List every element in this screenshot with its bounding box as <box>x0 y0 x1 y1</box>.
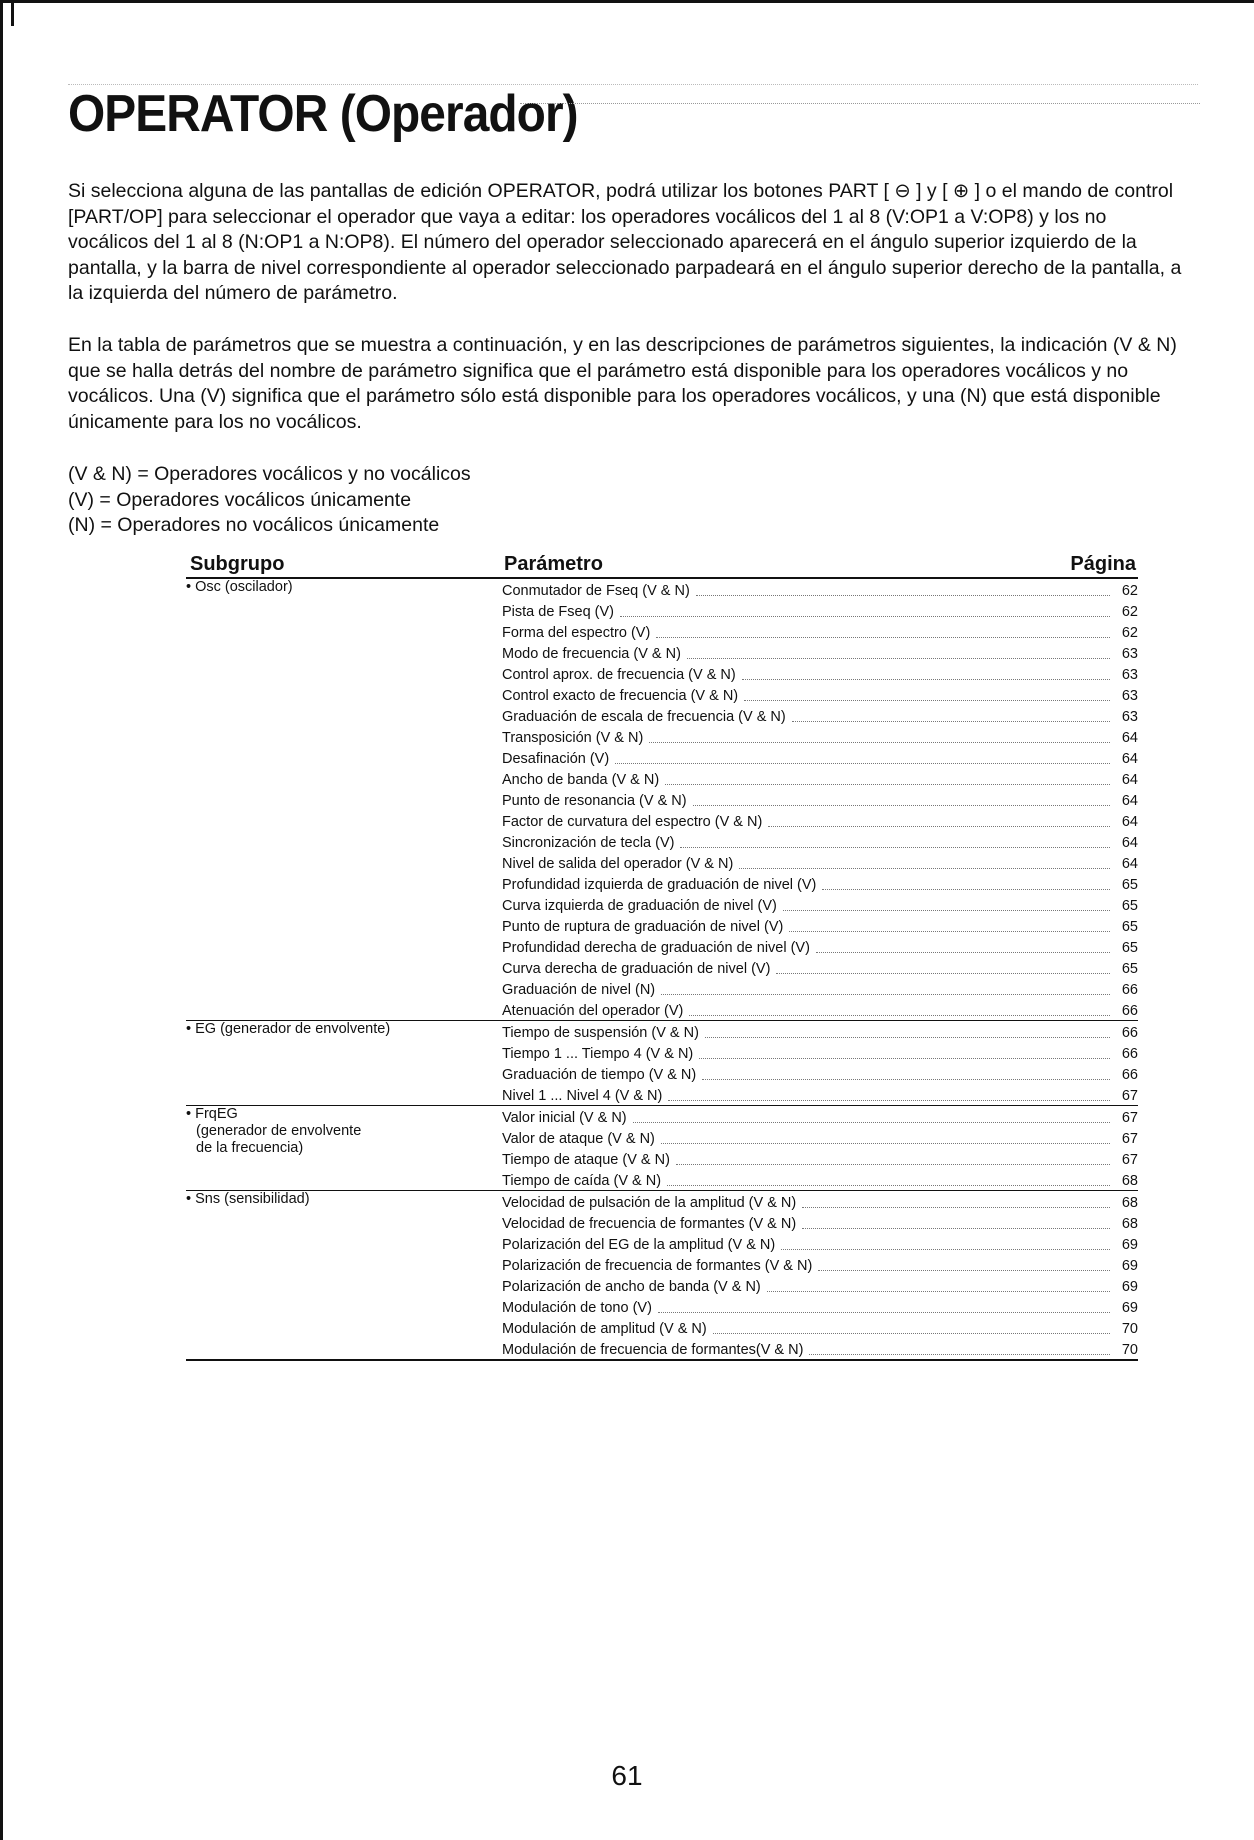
page-ref: 68 <box>1121 1195 1138 1211</box>
table-row <box>502 684 1138 705</box>
page-ref: 68 <box>1121 1216 1138 1232</box>
dot-leader <box>615 763 1110 764</box>
page-ref: 65 <box>1121 919 1138 935</box>
dot-leader <box>687 658 1110 659</box>
table-row <box>502 1275 1138 1296</box>
parameter-name: Tiempo de suspensión (V & N) <box>502 1025 699 1041</box>
page-ref: 67 <box>1121 1131 1138 1147</box>
table-row <box>502 1254 1138 1275</box>
table-group <box>186 1191 1138 1361</box>
top-border-rule <box>0 0 1254 3</box>
table-row <box>502 936 1138 957</box>
parameter-name: Desafinación (V) <box>502 751 610 767</box>
dot-leader <box>680 847 1110 848</box>
dot-leader <box>656 637 1110 638</box>
dot-leader <box>665 784 1110 785</box>
page-ref: 66 <box>1121 1046 1138 1062</box>
page-ref: 70 <box>1121 1342 1138 1358</box>
table-row <box>502 1021 1138 1042</box>
page-ref: 69 <box>1121 1237 1138 1253</box>
page-ref: 63 <box>1121 667 1138 683</box>
page-ref: 65 <box>1121 877 1138 893</box>
page-ref: 66 <box>1121 1067 1138 1083</box>
dot-leader <box>620 616 1110 617</box>
parameter-name: Forma del espectro (V) <box>502 625 651 641</box>
subgroup-label-line: de la frecuencia) <box>196 1140 304 1156</box>
table-group <box>186 579 1138 1021</box>
parameter-name: Curva derecha de graduación de nivel (V) <box>502 961 771 977</box>
parameter-name: Factor de curvatura del espectro (V & N) <box>502 814 763 830</box>
page-ref: 64 <box>1121 835 1138 851</box>
table-row <box>502 1063 1138 1084</box>
page-ref: 64 <box>1121 793 1138 809</box>
table-row <box>502 873 1138 894</box>
dot-leader <box>822 889 1110 890</box>
page-ref: 62 <box>1121 604 1138 620</box>
page-ref: 64 <box>1121 730 1138 746</box>
table-row <box>502 789 1138 810</box>
table-row <box>502 1148 1138 1169</box>
parameter-name: Tiempo 1 ... Tiempo 4 (V & N) <box>502 1046 694 1062</box>
table-row <box>502 663 1138 684</box>
parameter-name: Modulación de amplitud (V & N) <box>502 1321 707 1337</box>
dot-leader <box>702 1079 1110 1080</box>
table-group <box>186 1021 1138 1106</box>
page-ref: 63 <box>1121 709 1138 725</box>
parameter-name: Nivel 1 ... Nivel 4 (V & N) <box>502 1088 663 1104</box>
dot-leader <box>781 1249 1110 1250</box>
dot-leader <box>792 721 1110 722</box>
dot-leader <box>661 1143 1110 1144</box>
page-ref: 69 <box>1121 1279 1138 1295</box>
page-ref: 66 <box>1121 982 1138 998</box>
subgroup-label-line: • Sns (sensibilidad) <box>186 1191 310 1207</box>
parameter-name: Graduación de nivel (N) <box>502 982 656 998</box>
parameter-name: Control aprox. de frecuencia (V & N) <box>502 667 736 683</box>
dot-leader <box>667 1185 1110 1186</box>
dot-leader <box>668 1100 1110 1101</box>
table-row <box>502 978 1138 999</box>
notation-paragraph: En la tabla de parámetros que se muestra a continuación, y en las descripciones de parámetros siguientes, la indicación (V & N) que se halla detrás del nombre de parámetro significa que el parámetro está disponible para los operadores vocálicos y no vocálicos. Una (V) significa que el parámetro sólo está disponible para los operadores vocálicos, y una (N) que está disponible únicamente para los no vocálicos. <box>68 334 1177 433</box>
parameter-name: Punto de resonancia (V & N) <box>502 793 687 809</box>
page-ref: 67 <box>1121 1088 1138 1104</box>
page-ref: 65 <box>1121 940 1138 956</box>
parameter-name: Polarización del EG de la amplitud (V & N) <box>502 1237 776 1253</box>
table-row <box>502 1317 1138 1338</box>
dot-leader <box>742 679 1110 680</box>
table-row <box>502 726 1138 747</box>
subgroup-label-line: • FrqEG <box>186 1106 238 1122</box>
parameter-name: Profundidad izquierda de graduación de nivel (V) <box>502 877 817 893</box>
title-dotted-rule <box>520 103 1200 104</box>
dot-leader <box>713 1333 1110 1334</box>
dot-leader <box>689 1015 1110 1016</box>
page-ref: 68 <box>1121 1173 1138 1189</box>
table-row <box>502 747 1138 768</box>
legend-item: (V) = Operadores vocálicos únicamente <box>68 488 412 511</box>
parameter-name: Graduación de tiempo (V & N) <box>502 1067 697 1083</box>
table-row <box>502 600 1138 621</box>
parameter-name: Polarización de ancho de banda (V & N) <box>502 1279 761 1295</box>
page-ref: 65 <box>1121 898 1138 914</box>
header-subgroup: Subgrupo <box>190 553 285 575</box>
page-ref: 62 <box>1121 583 1138 599</box>
page-ref: 66 <box>1121 1025 1138 1041</box>
table-row <box>502 1233 1138 1254</box>
parameter-name: Ancho de banda (V & N) <box>502 772 660 788</box>
table-row <box>502 957 1138 978</box>
dot-leader <box>802 1228 1110 1229</box>
parameter-name: Pista de Fseq (V) <box>502 604 615 620</box>
dot-leader <box>789 931 1110 932</box>
subgroup-label-line: • EG (generador de envolvente) <box>186 1021 391 1037</box>
parameter-name: Modo de frecuencia (V & N) <box>502 646 681 662</box>
parameter-name: Curva izquierda de graduación de nivel (V) <box>502 898 777 914</box>
header-page: Página <box>1070 553 1136 575</box>
table-row <box>502 579 1138 600</box>
table-header <box>186 551 1138 579</box>
table-row <box>502 1191 1138 1212</box>
page-ref: 69 <box>1121 1258 1138 1274</box>
parameter-name: Tiempo de ataque (V & N) <box>502 1152 670 1168</box>
dot-leader <box>744 700 1110 701</box>
table-row <box>502 1084 1138 1105</box>
page-ref: 70 <box>1121 1321 1138 1337</box>
table-row <box>502 1169 1138 1190</box>
table-row <box>502 810 1138 831</box>
parameter-name: Modulación de frecuencia de formantes(V & N) <box>502 1342 804 1358</box>
dot-leader <box>816 952 1110 953</box>
dot-leader <box>783 910 1110 911</box>
parameter-name: Polarización de frecuencia de formantes (V & N) <box>502 1258 813 1274</box>
page-ref: 69 <box>1121 1300 1138 1316</box>
page-ref: 67 <box>1121 1110 1138 1126</box>
page-ref: 67 <box>1121 1152 1138 1168</box>
table-row <box>502 1042 1138 1063</box>
intro-paragraph: Si selecciona alguna de las pantallas de edición OPERATOR, podrá utilizar los botones PART [ ⊖ ] y [ ⊕ ] o el mando de control [PART/OP] para seleccionar el operador que vaya a editar: los operadores vocálicos del 1 al 8 (V:OP1 a V:OP8) y los no vocálicos del 1 al 8 (N:OP1 a N:OP8). El número del operador seleccionado aparecerá en el ángulo superior izquierdo de la pantalla, y la barra de nivel correspondiente al operador seleccionado parpadeará en el ángulo superior derecho de la pantalla, a la izquierda del número de parámetro. <box>68 180 1182 304</box>
header-parameter: Parámetro <box>504 553 603 575</box>
page-ref: 62 <box>1121 625 1138 641</box>
dot-leader <box>809 1354 1110 1355</box>
parameter-name: Profundidad derecha de graduación de nivel (V) <box>502 940 810 956</box>
parameter-name: Velocidad de pulsación de la amplitud (V & N) <box>502 1195 797 1211</box>
page-ref: 64 <box>1121 856 1138 872</box>
page-ref: 63 <box>1121 688 1138 704</box>
left-border-rule <box>0 0 3 1840</box>
parameter-name: Conmutador de Fseq (V & N) <box>502 583 690 599</box>
dot-leader <box>802 1207 1110 1208</box>
dot-leader <box>776 973 1110 974</box>
parameter-name: Transposición (V & N) <box>502 730 644 746</box>
table-row <box>502 831 1138 852</box>
dot-leader <box>696 595 1110 596</box>
table-body <box>186 579 1138 1361</box>
table-row <box>502 1296 1138 1317</box>
table-row <box>502 1212 1138 1233</box>
parameter-name: Sincronización de tecla (V) <box>502 835 675 851</box>
table-group <box>186 1106 1138 1191</box>
parameter-name: Tiempo de caída (V & N) <box>502 1173 662 1189</box>
legend-item: (N) = Operadores no vocálicos únicamente <box>68 514 440 536</box>
table-row <box>502 768 1138 789</box>
dot-leader <box>676 1164 1110 1165</box>
table-row <box>502 915 1138 936</box>
legend-item: (V & N) = Operadores vocálicos y no vocálicos <box>68 463 471 485</box>
table-row <box>502 1127 1138 1148</box>
page-ref: 64 <box>1121 772 1138 788</box>
subgroup-label <box>186 1191 486 1208</box>
parameter-name: Atenuación del operador (V) <box>502 1003 684 1019</box>
page-title: OPERATOR (Operador) <box>68 85 578 143</box>
dot-leader <box>767 1291 1110 1292</box>
dot-leader <box>661 994 1110 995</box>
notation-legend <box>68 462 471 539</box>
page-number: 61 <box>611 1760 643 1791</box>
page-ref: 65 <box>1121 961 1138 977</box>
dot-leader <box>739 868 1110 869</box>
dot-leader <box>693 805 1110 806</box>
dot-leader <box>768 826 1110 827</box>
corner-mark <box>3 0 14 26</box>
dot-leader <box>658 1312 1110 1313</box>
table-row <box>502 1338 1138 1359</box>
dot-leader <box>699 1058 1110 1059</box>
page-ref: 64 <box>1121 751 1138 767</box>
parameter-name: Valor inicial (V & N) <box>502 1110 627 1126</box>
parameter-table <box>186 551 1138 1361</box>
subgroup-label <box>186 1106 486 1157</box>
parameter-name: Modulación de tono (V) <box>502 1300 652 1316</box>
page-ref: 64 <box>1121 814 1138 830</box>
parameter-name: Valor de ataque (V & N) <box>502 1131 655 1147</box>
parameter-name: Punto de ruptura de graduación de nivel (V) <box>502 919 784 935</box>
page-ref: 63 <box>1121 646 1138 662</box>
table-row <box>502 999 1138 1020</box>
table-row <box>502 1106 1138 1127</box>
parameter-name: Graduación de escala de frecuencia (V & N) <box>502 709 786 725</box>
dot-leader <box>633 1122 1110 1123</box>
parameter-name: Velocidad de frecuencia de formantes (V & N) <box>502 1216 797 1232</box>
table-row <box>502 852 1138 873</box>
table-row <box>502 642 1138 663</box>
dot-leader <box>705 1037 1110 1038</box>
subgroup-label <box>186 579 486 596</box>
dot-leader <box>649 742 1110 743</box>
page-ref: 66 <box>1121 1003 1138 1019</box>
table-row <box>502 705 1138 726</box>
parameter-name: Nivel de salida del operador (V & N) <box>502 856 734 872</box>
table-row <box>502 894 1138 915</box>
subgroup-label <box>186 1021 486 1038</box>
subgroup-label-line: (generador de envolvente <box>196 1123 362 1139</box>
subgroup-label-line: • Osc (oscilador) <box>186 579 293 595</box>
dot-leader <box>818 1270 1110 1271</box>
parameter-name: Control exacto de frecuencia (V & N) <box>502 688 739 704</box>
table-row <box>502 621 1138 642</box>
